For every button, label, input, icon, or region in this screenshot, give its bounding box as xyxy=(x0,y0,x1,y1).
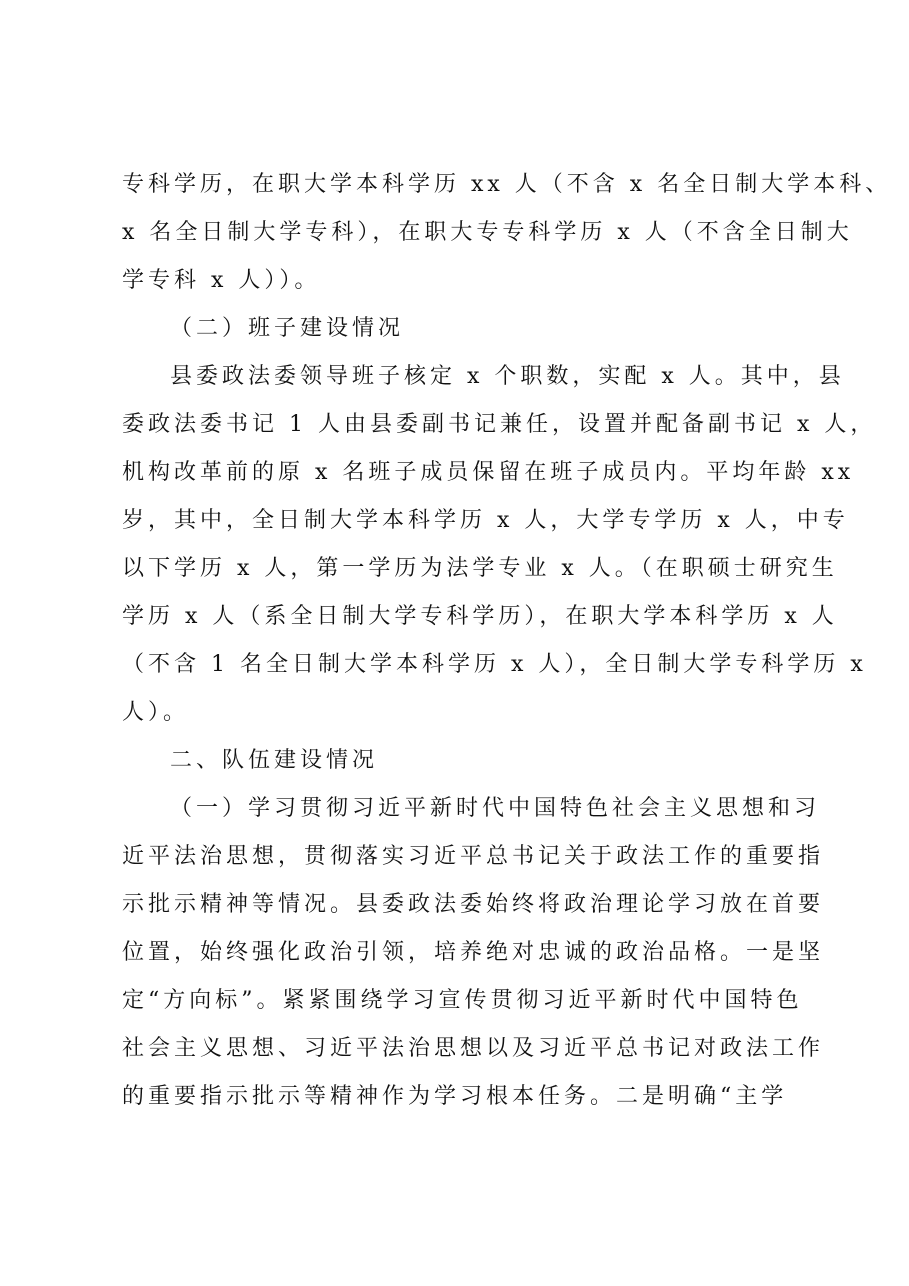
text-line-18: 定“方向标”。紧紧围绕学习宣传贯彻习近平新时代中国特色 xyxy=(122,988,803,1013)
text-line-16: 示批示精神等情况。县委政法委始终将政治理论学习放在首要 xyxy=(122,892,825,917)
section-heading-team-building: （二）班子建设情况 xyxy=(170,316,405,341)
text-line-3: 学专科 x 人））。 xyxy=(122,268,321,293)
text-line-10: 学历 x 人（系全日制大学专科学历），在职大学本科学历 x 人 xyxy=(122,604,838,629)
section-heading-team-construction: 二、队伍建设情况 xyxy=(170,748,379,773)
text-line-6: 委政法委书记 1 人由县委副书记兼任，设置并配备副书记 x 人， xyxy=(122,412,877,437)
text-line-7: 机构改革前的原 x 名班子成员保留在班子成员内。平均年龄 xx xyxy=(122,460,855,485)
text-line-20: 的重要指示批示等精神作为学习根本任务。二是明确“主学 xyxy=(122,1084,788,1109)
text-line-11: （不含 1 名全日制大学本科学历 x 人），全日制大学专科学历 x xyxy=(122,652,867,677)
text-line-1: 专科学历，在职大学本科学历 xx 人（不含 x 名全日制大学本科、 xyxy=(122,172,892,197)
text-line-14: （一）学习贯彻习近平新时代中国特色社会主义思想和习 xyxy=(170,796,821,821)
text-line-9: 以下学历 x 人，第一学历为法学专业 x 人。（在职硕士研究生 xyxy=(122,556,838,581)
text-line-5: 县委政法委领导班子核定 x 个职数，实配 x 人。其中，县 xyxy=(170,364,845,389)
text-line-17: 位置，始终强化政治引领，培养绝对忠诚的政治品格。一是坚 xyxy=(122,940,825,965)
text-line-2: x 名全日制大学专科），在职大专专科学历 x 人（不含全日制大 xyxy=(122,220,853,245)
text-line-15: 近平法治思想，贯彻落实习近平总书记关于政法工作的重要指 xyxy=(122,844,825,869)
text-line-12: 人）。 xyxy=(122,700,190,725)
text-line-8: 岁，其中，全日制大学本科学历 x 人，大学专学历 x 人，中专 xyxy=(122,508,849,533)
text-line-19: 社会主义思想、习近平法治思想以及习近平总书记对政法工作 xyxy=(122,1036,825,1061)
